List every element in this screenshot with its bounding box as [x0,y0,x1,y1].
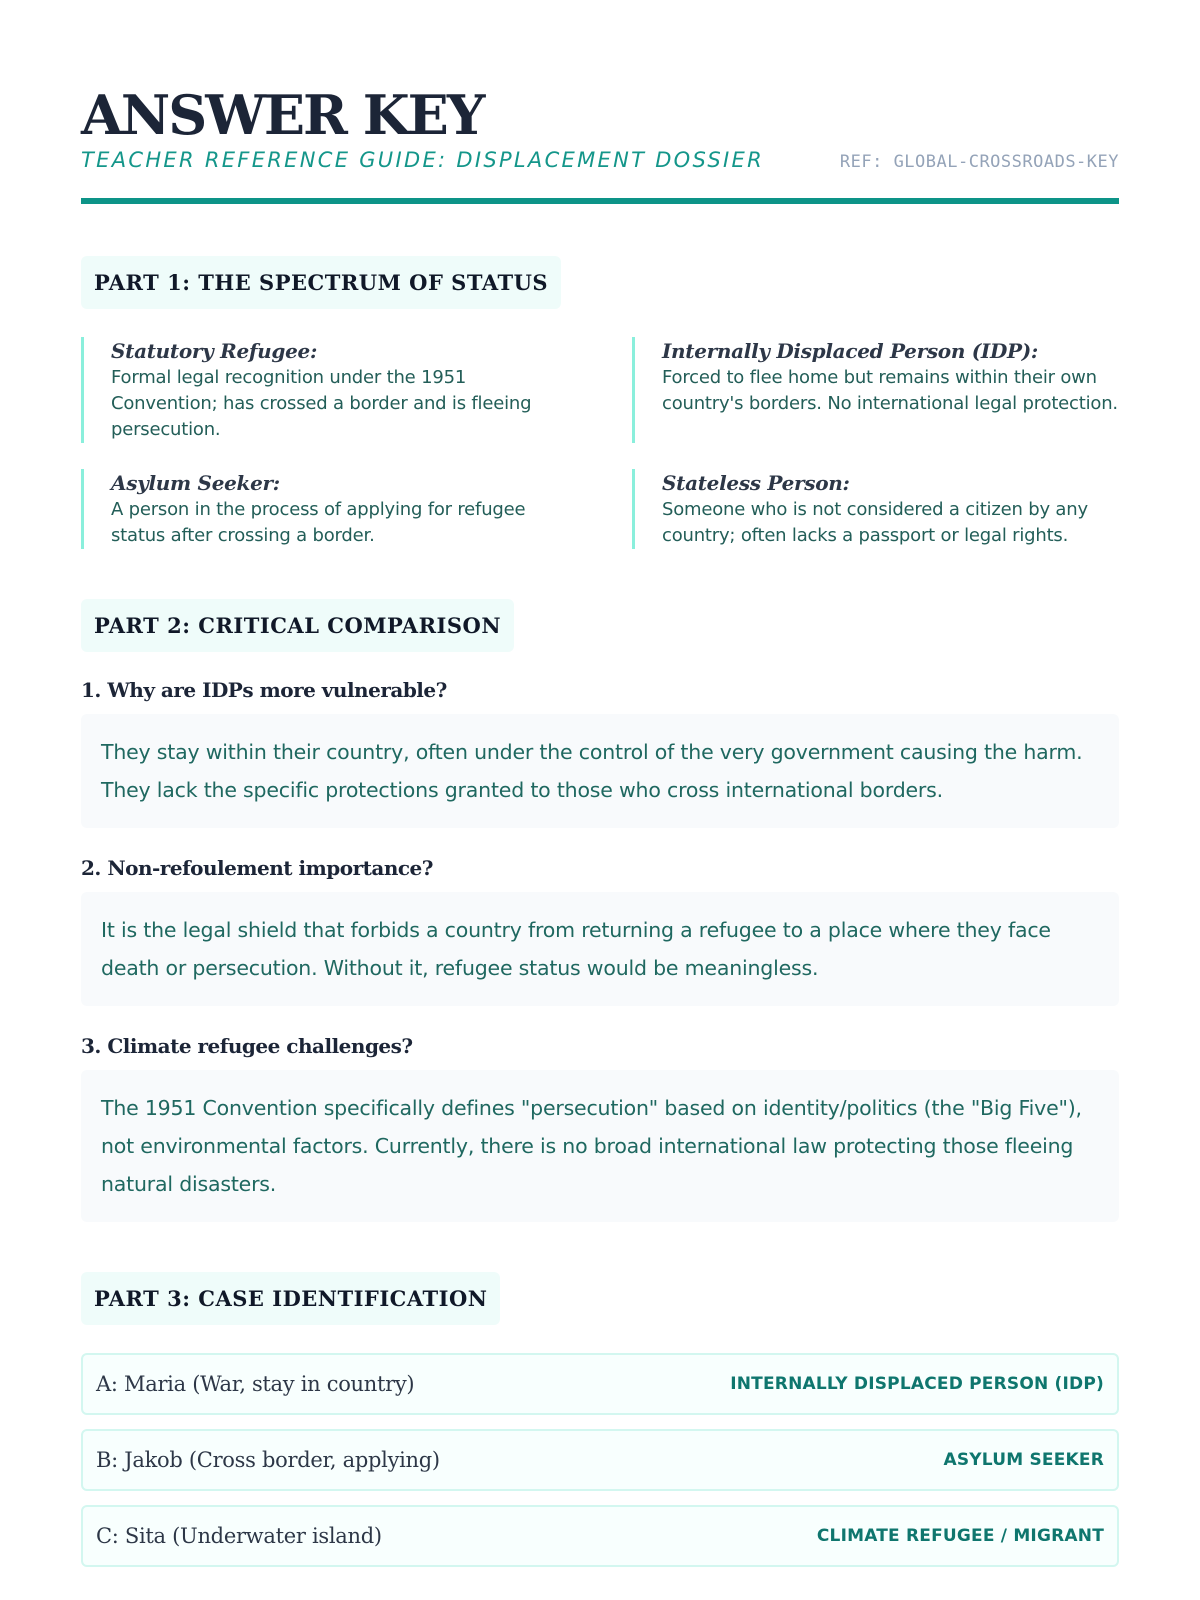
case-label: A: Maria (War, stay in country) [96,1372,415,1396]
case-row-c [81,1505,1119,1567]
status-terms-grid [81,337,1119,549]
part-3-section [81,1222,1119,1567]
term-description: A person in the process of applying for refugee status after crossing a border. [111,499,526,546]
case-answer: ASYLUM SEEKER [943,1450,1104,1470]
question-1: 1. Why are IDPs more vulnerable? [81,678,447,702]
case-answer: CLIMATE REFUGEE / MIGRANT [816,1526,1104,1546]
document-header [81,84,1119,204]
term-title: Statutory Refugee: [111,339,318,363]
answer-2: It is the legal shield that forbids a country from returning a refugee to a place where they face death or persecution. Without it, refugee status would be meaningless. [81,892,1119,1006]
term-asylum-seeker [81,469,568,549]
term-stateless-person [632,469,1119,549]
part-3-heading: PART 3: CASE IDENTIFICATION [81,1272,500,1325]
answer-3: The 1951 Convention specifically defines "persecution" based on identity/politics (the "Big Five"), not environmental factors. Currently, there is no broad international law protecting those fleeing natural disasters. [81,1070,1119,1222]
reference-code: REF: GLOBAL-CROSSROADS-KEY [839,152,1119,172]
case-label: C: Sita (Underwater island) [96,1524,382,1548]
part-1-heading: PART 1: THE SPECTRUM OF STATUS [81,256,561,309]
question-3: 3. Climate refugee challenges? [81,1034,413,1058]
case-row-a [81,1353,1119,1415]
term-idp [632,337,1119,443]
page-subtitle: TEACHER REFERENCE GUIDE: DISPLACEMENT DOSSIER [81,148,764,172]
page-title: ANSWER KEY [81,83,484,147]
part-1-section [81,204,1119,549]
case-list [81,1353,1119,1567]
subtitle-row [81,148,1119,172]
term-title: Internally Displaced Person (IDP): [662,339,1038,363]
term-description: Formal legal recognition under the 1951 Convention; has crossed a border and is fleeing persecution. [111,367,532,440]
part-2-heading: PART 2: CRITICAL COMPARISON [81,599,514,652]
term-description: Someone who is not considered a citizen by any country; often lacks a passport or legal rights. [662,499,1088,546]
question-2: 2. Non-refoulement importance? [81,856,433,880]
answer-1: They stay within their country, often under the control of the very government causing the harm. They lack the specific protections granted to those who cross international borders. [81,714,1119,828]
term-title: Stateless Person: [662,471,850,495]
case-row-b [81,1429,1119,1491]
term-title: Asylum Seeker: [111,471,280,495]
part-2-section [81,549,1119,1222]
case-label: B: Jakob (Cross border, applying) [96,1448,440,1472]
term-statutory-refugee [81,337,568,443]
term-description: Forced to flee home but remains within their own country's borders. No international legal protection. [662,367,1118,414]
case-answer: INTERNALLY DISPLACED PERSON (IDP) [730,1374,1104,1394]
